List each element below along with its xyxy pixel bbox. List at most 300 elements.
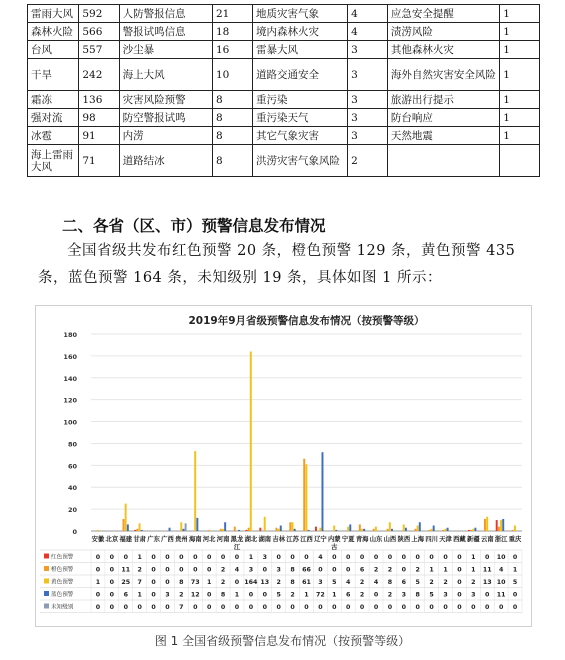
data-table-value: 0 xyxy=(234,579,240,586)
bar xyxy=(134,530,136,531)
x-tick-label: 山东 xyxy=(369,536,383,543)
table-cell-type: 地质灾害气象 xyxy=(252,5,347,23)
x-tick-label: 海南 xyxy=(188,536,202,543)
bar xyxy=(512,530,514,531)
bar xyxy=(470,530,472,531)
table-cell-count: 4 xyxy=(348,23,388,41)
data-table-value: 0 xyxy=(373,604,379,611)
table-cell-count: 2 xyxy=(348,145,388,177)
data-table-value: 5 xyxy=(332,579,337,586)
y-tick-label: 100 xyxy=(63,418,77,427)
table-cell-count: 566 xyxy=(79,23,119,41)
x-tick-label: 古 xyxy=(331,544,338,551)
table-cell-count: 136 xyxy=(79,91,119,109)
data-table-value: 2 xyxy=(276,579,281,586)
table-cell-count: 3 xyxy=(348,59,388,91)
table-cell-count: 16 xyxy=(212,41,252,59)
data-table-value: 0 xyxy=(234,604,240,611)
bar xyxy=(347,527,349,531)
bar xyxy=(245,530,247,531)
data-table-value: 4 xyxy=(373,579,379,586)
data-table-value: 3 xyxy=(262,554,267,561)
x-tick-label: 四川 xyxy=(425,536,438,543)
bar xyxy=(417,526,419,531)
data-table-value: 2 xyxy=(290,591,295,599)
data-table-value: 0 xyxy=(457,604,462,611)
bar xyxy=(238,530,240,531)
data-table-value: 8 xyxy=(290,579,295,586)
data-table-value: 2 xyxy=(137,566,142,574)
data-table-value: 0 xyxy=(429,604,434,611)
data-table-value: 72 xyxy=(316,591,325,599)
data-table-value: 0 xyxy=(304,604,309,611)
bar xyxy=(259,528,261,531)
y-tick-label: 0 xyxy=(72,528,77,536)
bar xyxy=(308,530,310,531)
bar xyxy=(222,529,224,531)
table-cell-count: 3 xyxy=(348,127,388,145)
data-table-value: 164 xyxy=(244,579,258,586)
data-table-value: 0 xyxy=(290,554,295,561)
data-table-value: 6 xyxy=(359,566,365,574)
bar xyxy=(292,522,294,531)
table-cell-type: 雷雨大风 xyxy=(28,5,79,23)
x-tick-label: 北京 xyxy=(105,536,119,543)
data-table-value: 2 xyxy=(415,566,420,574)
bar xyxy=(196,518,198,531)
data-table-value: 6 xyxy=(346,591,351,599)
table-cell-count: 4 xyxy=(348,5,388,23)
bar xyxy=(486,517,488,531)
data-table-value: 0 xyxy=(471,604,476,611)
x-tick-label: 辽宁 xyxy=(314,536,327,543)
x-tick-label: 山西 xyxy=(383,536,397,543)
x-tick-label: 陕西 xyxy=(397,536,411,543)
data-table-value: 7 xyxy=(137,579,142,586)
data-table-value: 2 xyxy=(359,579,365,586)
data-table-value: 0 xyxy=(109,604,115,611)
data-table-value: 0 xyxy=(248,604,254,611)
data-table-value: 0 xyxy=(359,604,365,611)
y-tick-label: 120 xyxy=(63,396,77,405)
table-cell-type: 雷暴大风 xyxy=(252,41,347,59)
bar xyxy=(389,522,391,531)
table-cell-type: 重污染 xyxy=(252,91,347,109)
data-table-value: 0 xyxy=(332,604,337,611)
table-cell-count: 1 xyxy=(500,127,540,145)
bar xyxy=(444,529,446,531)
data-table-value: 6 xyxy=(123,591,128,599)
data-table-value: 1 xyxy=(429,566,434,574)
y-tick-label: 180 xyxy=(63,331,77,339)
legend-label: 橙色预警 xyxy=(51,567,74,574)
data-table-value: 0 xyxy=(109,554,115,561)
table-cell-count: 8 xyxy=(212,91,252,109)
data-table-value: 1 xyxy=(137,554,142,561)
data-table-value: 0 xyxy=(165,604,170,611)
data-table-value: 2 xyxy=(429,579,434,586)
bar xyxy=(264,517,266,531)
data-table-value: 3 xyxy=(401,591,407,599)
bar xyxy=(403,524,405,531)
table-cell-count: 1 xyxy=(500,41,540,59)
data-table-value: 8 xyxy=(220,591,226,599)
table-cell-count: 592 xyxy=(79,5,119,23)
table-cell-type: 警报试鸣信息 xyxy=(119,23,212,41)
x-tick-label: 西藏 xyxy=(453,536,466,543)
bar xyxy=(433,526,435,531)
bar xyxy=(431,529,433,531)
table-row xyxy=(28,109,540,127)
table-cell-count: 98 xyxy=(79,109,119,127)
data-table-value: 5 xyxy=(276,591,281,599)
data-table-value: 0 xyxy=(206,604,212,611)
data-table-value: 4 xyxy=(346,579,351,586)
bar xyxy=(484,519,486,531)
data-table-value: 3 xyxy=(443,591,448,599)
data-table-value: 66 xyxy=(302,566,311,574)
table-row xyxy=(28,23,540,41)
data-table-value: 0 xyxy=(457,566,462,574)
table-cell-type: 道路结冰 xyxy=(119,145,212,177)
x-tick-label: 浙江 xyxy=(494,536,508,543)
data-table-value: 10 xyxy=(496,554,506,561)
data-table-value: 8 xyxy=(387,579,393,586)
bar xyxy=(335,530,337,531)
data-table-value: 2 xyxy=(220,579,226,586)
table-cell-type: 旅游出行提示 xyxy=(387,91,499,109)
data-table-value: 0 xyxy=(276,604,281,611)
data-table-value: 6 xyxy=(401,579,407,586)
data-table-value: 0 xyxy=(151,554,156,561)
table-cell-type: 海上雷雨大风 xyxy=(28,145,79,177)
data-table-value: 0 xyxy=(332,566,337,574)
data-table-value: 0 xyxy=(262,591,267,599)
legend-swatch xyxy=(44,554,49,559)
table-cell-count: 8 xyxy=(212,145,252,177)
bar xyxy=(180,522,182,531)
data-table-value: 0 xyxy=(179,566,184,574)
data-table-value: 0 xyxy=(457,579,462,586)
data-table-value: 0 xyxy=(220,604,226,611)
data-table-value: 0 xyxy=(346,604,351,611)
table-cell-count: 91 xyxy=(79,127,119,145)
x-tick-label: 广东 xyxy=(147,536,160,543)
data-table-value: 1 xyxy=(206,579,212,586)
data-table-value: 2 xyxy=(443,579,448,586)
data-table-value: 1 xyxy=(332,591,337,599)
data-table-value: 0 xyxy=(206,591,212,599)
table-cell-type: 内涝 xyxy=(119,127,212,145)
data-table-value: 0 xyxy=(373,554,379,561)
bar xyxy=(289,522,291,531)
bar xyxy=(373,529,375,531)
y-tick-label: 20 xyxy=(67,506,77,515)
data-table-value: 0 xyxy=(443,604,448,611)
data-table-value: 0 xyxy=(109,591,115,599)
table-cell-type: 台风 xyxy=(28,41,79,59)
data-table-value: 1 xyxy=(95,579,101,586)
legend-swatch xyxy=(44,604,49,609)
data-table-value: 0 xyxy=(332,554,337,561)
table-row xyxy=(28,91,540,109)
legend-swatch xyxy=(44,579,49,584)
bar xyxy=(275,528,277,531)
x-tick-label: 上海 xyxy=(411,536,425,543)
table-cell-type: 天然地震 xyxy=(387,127,499,145)
legend-label: 未知级别 xyxy=(51,604,74,611)
data-table-value: 0 xyxy=(206,554,212,561)
table-cell-type: 灾害风险预警 xyxy=(119,91,212,109)
x-tick-label: 宁夏 xyxy=(341,536,355,543)
table-cell-count: 1 xyxy=(500,5,540,23)
data-table-value: 0 xyxy=(262,566,267,574)
table-cell-type: 防空警报试鸣 xyxy=(119,109,212,127)
bar xyxy=(447,528,449,531)
data-table-value: 11 xyxy=(482,566,492,574)
table-cell-type: 道路交通安全 xyxy=(252,59,347,91)
province-warning-chart xyxy=(35,305,532,627)
x-tick-label: 青海 xyxy=(355,536,369,543)
data-table-value: 0 xyxy=(234,554,240,561)
data-table-value: 0 xyxy=(318,566,323,574)
data-table-value: 25 xyxy=(121,579,131,586)
table-cell-count: 21 xyxy=(212,5,252,23)
data-table-value: 0 xyxy=(95,591,101,599)
bar xyxy=(375,527,377,531)
data-table-value: 0 xyxy=(346,554,351,561)
table-cell-count xyxy=(500,145,540,177)
bar xyxy=(127,524,129,531)
table-row xyxy=(28,59,540,91)
data-table-value: 0 xyxy=(206,566,212,574)
data-table-value: 0 xyxy=(457,554,462,561)
bar xyxy=(428,530,430,531)
table-cell-type: 其它气象灾害 xyxy=(252,127,347,145)
x-tick-label: 河北 xyxy=(202,536,216,543)
data-table-value: 0 xyxy=(109,566,115,574)
data-table-value: 0 xyxy=(415,604,420,611)
data-table-value: 0 xyxy=(304,554,309,561)
x-tick-label: 湖南 xyxy=(258,536,272,543)
x-tick-label: 甘肃 xyxy=(133,536,146,543)
data-table-value: 4 xyxy=(498,566,504,574)
bar xyxy=(387,529,389,531)
data-table-value: 0 xyxy=(290,604,295,611)
legend-label: 黄色预警 xyxy=(51,579,74,586)
data-table-value: 0 xyxy=(359,554,365,561)
x-tick-label: 贵州 xyxy=(175,536,188,543)
data-table-value: 2 xyxy=(359,591,365,599)
table-row xyxy=(28,145,540,177)
bar xyxy=(333,526,335,531)
table-cell-count: 1 xyxy=(500,91,540,109)
bar xyxy=(169,528,171,531)
bar xyxy=(139,523,141,531)
data-table-value: 2 xyxy=(387,591,393,599)
y-tick-label: 60 xyxy=(67,462,77,471)
bar xyxy=(250,352,252,531)
data-table-value: 3 xyxy=(248,566,254,574)
table-row xyxy=(28,127,540,145)
section-heading: 二、各省（区、市）预警信息发布情况 xyxy=(62,217,326,235)
data-table-value: 0 xyxy=(485,591,490,599)
table-cell-type: 渍涝风险 xyxy=(387,23,499,41)
section-paragraph: 全国省级共发布红色预警 20 条，橙色预警 129 条，黄色预警 435 条，蓝色预警 164 条，未知级别 19 条，具体如图 1 所示： xyxy=(38,243,516,286)
data-table-value: 3 xyxy=(471,591,476,599)
bar xyxy=(248,528,250,531)
table-cell-type: 森林火险 xyxy=(28,23,79,41)
bar xyxy=(349,524,351,531)
table-cell-type: 霜冻 xyxy=(28,91,79,109)
table-cell-count: 3 xyxy=(348,91,388,109)
data-table-value: 0 xyxy=(109,579,115,586)
data-table-value: 0 xyxy=(429,554,434,561)
bar xyxy=(194,451,196,531)
bar xyxy=(294,529,296,531)
bar xyxy=(125,504,127,531)
bar xyxy=(224,522,226,531)
table-row xyxy=(28,41,540,59)
bar xyxy=(514,526,516,531)
data-table-value: 0 xyxy=(276,554,281,561)
x-tick-label: 云南 xyxy=(480,536,494,543)
table-cell-count: 242 xyxy=(79,59,119,91)
bar xyxy=(141,530,143,531)
table-cell-count: 3 xyxy=(348,41,388,59)
data-table-value: 0 xyxy=(485,604,490,611)
data-table-value: 1 xyxy=(471,554,476,561)
data-table-value: 0 xyxy=(373,591,379,599)
data-table-value: 0 xyxy=(151,566,156,574)
bar xyxy=(502,519,504,531)
bar xyxy=(468,530,470,531)
data-table-value: 8 xyxy=(415,591,420,599)
data-table-value: 0 xyxy=(193,604,198,611)
data-table-value: 0 xyxy=(151,579,156,586)
table-cell-type: 防台响应 xyxy=(387,109,499,127)
y-tick-label: 160 xyxy=(63,352,77,361)
x-tick-label: 吉林 xyxy=(272,536,285,543)
table-cell-type: 沙尘暴 xyxy=(119,41,212,59)
table-cell-type: 干旱 xyxy=(28,59,79,91)
bar xyxy=(185,523,187,531)
data-table-value: 0 xyxy=(387,554,393,561)
x-tick-label: 福建 xyxy=(119,536,133,543)
bar xyxy=(419,522,421,531)
bar xyxy=(136,529,138,531)
data-table-value: 0 xyxy=(248,591,254,599)
data-table-value: 1 xyxy=(248,554,254,561)
x-tick-label: 重庆 xyxy=(508,536,522,543)
data-table-value: 1 xyxy=(304,591,309,599)
data-table-value: 5 xyxy=(429,591,434,599)
data-table-value: 2 xyxy=(471,579,476,586)
data-table-value: 0 xyxy=(193,566,198,574)
data-table-value: 0 xyxy=(220,554,226,561)
data-table-value: 0 xyxy=(401,554,407,561)
warning-type-table xyxy=(27,4,540,177)
bar xyxy=(303,459,305,531)
table-cell-type xyxy=(387,145,499,177)
data-table-value: 1 xyxy=(137,591,142,599)
data-table-value: 2 xyxy=(179,591,184,599)
data-table-value: 0 xyxy=(123,604,128,611)
table-cell-count: 8 xyxy=(212,127,252,145)
data-table-value: 0 xyxy=(262,604,267,611)
data-table-value: 0 xyxy=(387,604,393,611)
table-cell-count: 71 xyxy=(79,145,119,177)
data-table-value: 1 xyxy=(443,566,448,574)
x-tick-label: 黑龙 xyxy=(230,536,244,543)
table-cell-type: 境内森林火灾 xyxy=(252,23,347,41)
table-cell-type: 冰雹 xyxy=(28,127,79,145)
data-table-value: 0 xyxy=(179,554,184,561)
table-cell-type: 应急安全提醒 xyxy=(387,5,499,23)
data-table-value: 0 xyxy=(401,566,407,574)
data-table-value: 73 xyxy=(190,579,200,586)
x-tick-label: 安徽 xyxy=(91,536,105,543)
data-table-value: 0 xyxy=(165,554,170,561)
figure-caption: 图 1 全国省级预警信息发布情况（按预警等级） xyxy=(154,634,411,648)
bar xyxy=(234,527,236,531)
table-cell-type: 重污染天气 xyxy=(252,109,347,127)
data-table-value: 0 xyxy=(415,554,420,561)
table-cell-type: 海外自然灾害安全风险 xyxy=(387,59,499,91)
data-table-value: 0 xyxy=(457,591,462,599)
bar xyxy=(472,529,474,531)
data-table-value: 3 xyxy=(276,566,281,574)
x-tick-label: 天津 xyxy=(439,536,452,543)
data-table-value: 2 xyxy=(373,566,379,574)
chart-title: 2019年9月省级预警信息发布情况（按预警等级） xyxy=(188,315,425,327)
chart-svg xyxy=(36,306,531,626)
table-cell-type: 强对流 xyxy=(28,109,79,127)
table-cell-type: 其他森林火灾 xyxy=(387,41,499,59)
data-table-value: 0 xyxy=(95,604,101,611)
data-table-value: 8 xyxy=(179,579,184,586)
bar xyxy=(498,527,500,531)
data-table-value: 5 xyxy=(512,579,518,586)
data-table-value: 0 xyxy=(123,554,128,561)
x-tick-label: 内蒙 xyxy=(328,536,341,543)
data-table-value: 0 xyxy=(512,591,518,599)
x-tick-label: 湖北 xyxy=(244,536,258,543)
x-tick-label: 江 xyxy=(233,544,241,551)
data-table-value: 0 xyxy=(95,554,101,561)
data-table-value: 8 xyxy=(290,566,295,574)
legend-swatch xyxy=(44,591,49,596)
data-table-value: 11 xyxy=(121,566,131,574)
table-cell-count: 10 xyxy=(212,59,252,91)
data-table-value: 1 xyxy=(234,591,240,599)
table-cell-count: 3 xyxy=(348,109,388,127)
bar xyxy=(315,527,317,531)
data-table-value: 0 xyxy=(151,604,156,611)
table-cell-count: 18 xyxy=(212,23,252,41)
data-table-value: 0 xyxy=(485,554,490,561)
data-table-value: 0 xyxy=(512,554,518,561)
bar xyxy=(123,519,125,531)
data-table-value: 13 xyxy=(260,579,270,586)
x-tick-label: 江西 xyxy=(300,536,313,543)
data-table-value: 2 xyxy=(220,566,226,574)
bar xyxy=(220,529,222,531)
table-row xyxy=(28,5,540,23)
table-cell-type: 海上大风 xyxy=(119,59,212,91)
bar xyxy=(321,452,323,531)
bar xyxy=(319,528,321,531)
